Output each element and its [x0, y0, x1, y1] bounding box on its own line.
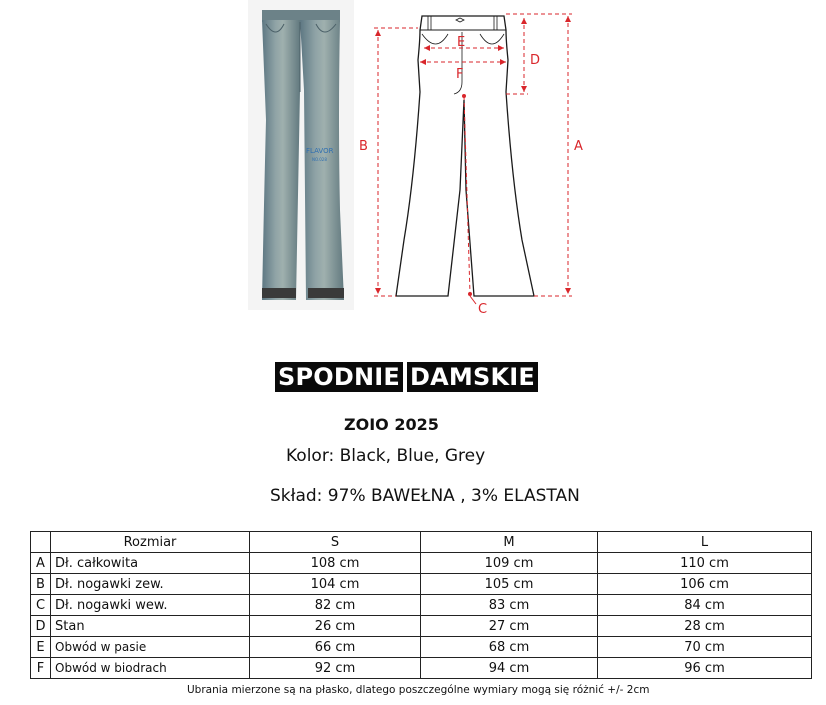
value-s: 26 cm — [250, 616, 421, 637]
shoe-left — [262, 288, 296, 298]
row-letter: A — [31, 553, 51, 574]
row-letter: B — [31, 574, 51, 595]
composition-line: Skład: 97% BAWEŁNA , 3% ELASTAN — [270, 486, 580, 506]
color-line: Kolor: Black, Blue, Grey — [286, 446, 486, 466]
value-l: 106 cm — [598, 574, 812, 595]
diagram-label-c: C — [478, 302, 488, 317]
brand-print: FLAVOR — [306, 147, 334, 155]
value-l: 110 cm — [598, 553, 812, 574]
row-name: Dł. nogawki zew. — [51, 574, 250, 595]
diagram-label-e: E — [457, 35, 466, 50]
value-m: 27 cm — [421, 616, 598, 637]
value-s: 66 cm — [250, 637, 421, 658]
row-letter: D — [31, 616, 51, 637]
value-l: 70 cm — [598, 637, 812, 658]
trousers-outline — [396, 16, 534, 296]
diagram-label-a: A — [574, 139, 583, 154]
shoe-right — [308, 288, 344, 298]
header-size-s: S — [250, 532, 421, 553]
diagram-label-b: B — [359, 139, 368, 154]
row-name: Obwód w biodrach — [51, 658, 250, 679]
table-header-row — [31, 532, 812, 553]
header-rozmiar: Rozmiar — [51, 532, 250, 553]
product-title — [275, 362, 538, 392]
table-row — [31, 637, 812, 658]
value-s: 82 cm — [250, 595, 421, 616]
product-photo — [248, 0, 354, 310]
value-m: 109 cm — [421, 553, 598, 574]
row-letter: F — [31, 658, 51, 679]
row-letter: C — [31, 595, 51, 616]
value-m: 94 cm — [421, 658, 598, 679]
model-name: ZOIO 2025 — [344, 415, 439, 434]
value-l: 28 cm — [598, 616, 812, 637]
header-size-l: L — [598, 532, 812, 553]
value-l: 96 cm — [598, 658, 812, 679]
measurement-diagram — [356, 0, 596, 320]
value-s: 108 cm — [250, 553, 421, 574]
table-row — [31, 574, 812, 595]
value-m: 105 cm — [421, 574, 598, 595]
value-s: 92 cm — [250, 658, 421, 679]
diagram-label-d: D — [530, 53, 541, 68]
row-name: Dł. całkowita — [51, 553, 250, 574]
header-letter — [31, 532, 51, 553]
table-row — [31, 616, 812, 637]
row-name: Stan — [51, 616, 250, 637]
value-s: 104 cm — [250, 574, 421, 595]
title-word: DAMSKIE — [407, 362, 538, 392]
row-name: Dł. nogawki wew. — [51, 595, 250, 616]
value-l: 84 cm — [598, 595, 812, 616]
flare-jeans-sketch — [356, 0, 596, 320]
c-pointer — [470, 296, 476, 304]
value-m: 68 cm — [421, 637, 598, 658]
diagram-label-f: F — [456, 67, 464, 82]
size-table — [30, 531, 812, 679]
table-row — [31, 595, 812, 616]
measurement-footnote: Ubrania mierzone są na płasko, dlatego poszczególne wymiary mogą się różnić +/- 2cm — [187, 684, 650, 696]
left-leg — [262, 20, 300, 300]
table-row — [31, 553, 812, 574]
jeans-photo-illustration — [248, 0, 354, 310]
title-word: SPODNIE — [275, 362, 403, 392]
row-letter: E — [31, 637, 51, 658]
header-size-m: M — [421, 532, 598, 553]
table-row — [31, 658, 812, 679]
brand-print-sub: NO.028 — [312, 157, 327, 162]
row-name: Obwód w pasie — [51, 637, 250, 658]
value-m: 83 cm — [421, 595, 598, 616]
